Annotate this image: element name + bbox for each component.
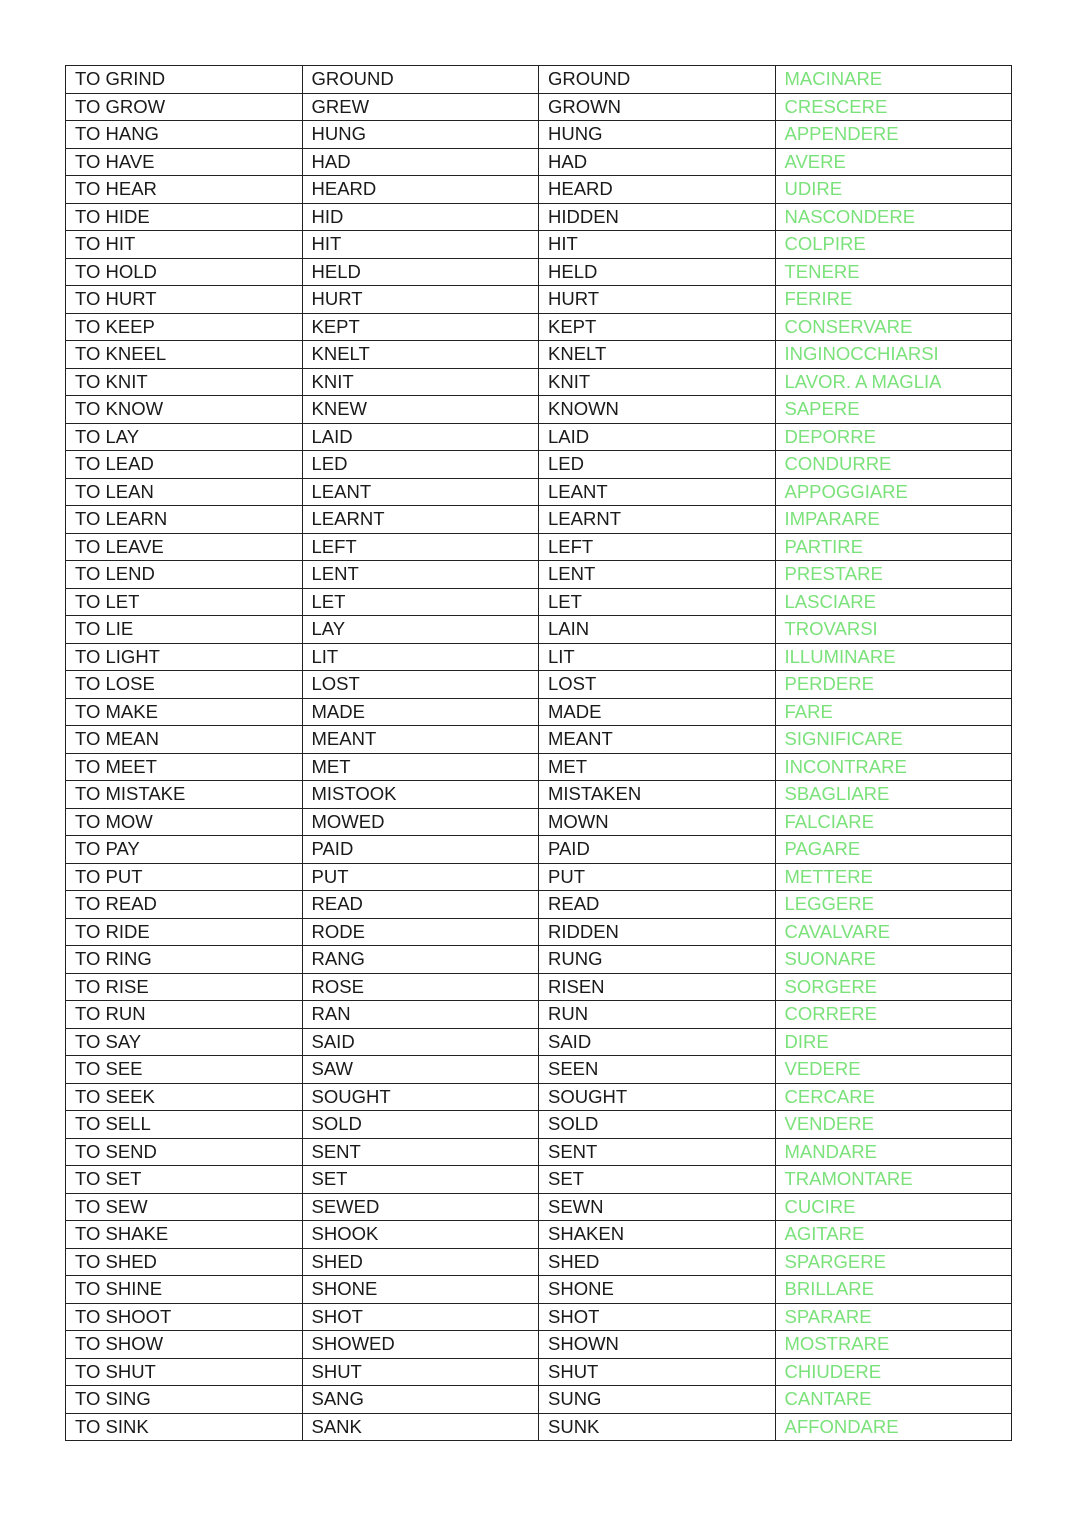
past-participle-cell: SENT xyxy=(539,1138,776,1166)
italian-translation-cell: SBAGLIARE xyxy=(775,781,1012,809)
table-row xyxy=(66,286,1012,314)
base-form-cell: TO GRIND xyxy=(66,66,303,94)
italian-translation-cell: SAPERE xyxy=(775,396,1012,424)
table-row xyxy=(66,203,1012,231)
table-row xyxy=(66,1083,1012,1111)
past-simple-cell: SAID xyxy=(302,1028,539,1056)
base-form-cell: TO KNIT xyxy=(66,368,303,396)
base-form-cell: TO RIDE xyxy=(66,918,303,946)
table-row xyxy=(66,1001,1012,1029)
italian-translation-cell: CUCIRE xyxy=(775,1193,1012,1221)
past-simple-cell: SHUT xyxy=(302,1358,539,1386)
base-form-cell: TO RING xyxy=(66,946,303,974)
base-form-cell: TO SEND xyxy=(66,1138,303,1166)
base-form-cell: TO SAY xyxy=(66,1028,303,1056)
past-participle-cell: MISTAKEN xyxy=(539,781,776,809)
table-row xyxy=(66,478,1012,506)
italian-translation-cell: PARTIRE xyxy=(775,533,1012,561)
past-participle-cell: HURT xyxy=(539,286,776,314)
table-row xyxy=(66,451,1012,479)
base-form-cell: TO MEAN xyxy=(66,726,303,754)
italian-translation-cell: UDIRE xyxy=(775,176,1012,204)
past-participle-cell: SAID xyxy=(539,1028,776,1056)
base-form-cell: TO RISE xyxy=(66,973,303,1001)
table-row xyxy=(66,533,1012,561)
past-simple-cell: MOWED xyxy=(302,808,539,836)
past-simple-cell: LOST xyxy=(302,671,539,699)
base-form-cell: TO HIDE xyxy=(66,203,303,231)
table-row xyxy=(66,698,1012,726)
italian-translation-cell: DIRE xyxy=(775,1028,1012,1056)
table-row xyxy=(66,1331,1012,1359)
italian-translation-cell: BRILLARE xyxy=(775,1276,1012,1304)
base-form-cell: TO GROW xyxy=(66,93,303,121)
past-participle-cell: LAIN xyxy=(539,616,776,644)
past-simple-cell: RODE xyxy=(302,918,539,946)
past-simple-cell: SANK xyxy=(302,1413,539,1441)
table-row xyxy=(66,643,1012,671)
italian-translation-cell: SUONARE xyxy=(775,946,1012,974)
base-form-cell: TO MOW xyxy=(66,808,303,836)
table-row xyxy=(66,341,1012,369)
base-form-cell: TO SHUT xyxy=(66,1358,303,1386)
past-participle-cell: MET xyxy=(539,753,776,781)
italian-translation-cell: FALCIARE xyxy=(775,808,1012,836)
past-simple-cell: SHONE xyxy=(302,1276,539,1304)
italian-translation-cell: TENERE xyxy=(775,258,1012,286)
past-simple-cell: PAID xyxy=(302,836,539,864)
italian-translation-cell: IMPARARE xyxy=(775,506,1012,534)
italian-translation-cell: CRESCERE xyxy=(775,93,1012,121)
past-simple-cell: SANG xyxy=(302,1386,539,1414)
base-form-cell: TO HANG xyxy=(66,121,303,149)
italian-translation-cell: VEDERE xyxy=(775,1056,1012,1084)
table-row xyxy=(66,808,1012,836)
italian-translation-cell: PRESTARE xyxy=(775,561,1012,589)
past-simple-cell: PUT xyxy=(302,863,539,891)
table-row xyxy=(66,891,1012,919)
table-row xyxy=(66,1358,1012,1386)
base-form-cell: TO LOSE xyxy=(66,671,303,699)
past-simple-cell: LENT xyxy=(302,561,539,589)
table-row xyxy=(66,148,1012,176)
table-row xyxy=(66,973,1012,1001)
past-participle-cell: SHAKEN xyxy=(539,1221,776,1249)
italian-translation-cell: CORRERE xyxy=(775,1001,1012,1029)
italian-translation-cell: LEGGERE xyxy=(775,891,1012,919)
italian-translation-cell: TRAMONTARE xyxy=(775,1166,1012,1194)
past-participle-cell: MOWN xyxy=(539,808,776,836)
past-participle-cell: LENT xyxy=(539,561,776,589)
base-form-cell: TO HURT xyxy=(66,286,303,314)
table-row xyxy=(66,1248,1012,1276)
past-simple-cell: SHOT xyxy=(302,1303,539,1331)
table-row xyxy=(66,1386,1012,1414)
past-simple-cell: SEWED xyxy=(302,1193,539,1221)
italian-translation-cell: VENDERE xyxy=(775,1111,1012,1139)
past-participle-cell: SOUGHT xyxy=(539,1083,776,1111)
past-participle-cell: PAID xyxy=(539,836,776,864)
italian-translation-cell: APPOGGIARE xyxy=(775,478,1012,506)
table-row xyxy=(66,863,1012,891)
past-simple-cell: HUNG xyxy=(302,121,539,149)
past-participle-cell: SEEN xyxy=(539,1056,776,1084)
base-form-cell: TO HAVE xyxy=(66,148,303,176)
past-participle-cell: LEARNT xyxy=(539,506,776,534)
table-row xyxy=(66,1166,1012,1194)
base-form-cell: TO LAY xyxy=(66,423,303,451)
base-form-cell: TO LEAVE xyxy=(66,533,303,561)
italian-translation-cell: MACINARE xyxy=(775,66,1012,94)
past-simple-cell: SENT xyxy=(302,1138,539,1166)
italian-translation-cell: MANDARE xyxy=(775,1138,1012,1166)
italian-translation-cell: DEPORRE xyxy=(775,423,1012,451)
table-row xyxy=(66,1028,1012,1056)
italian-translation-cell: LASCIARE xyxy=(775,588,1012,616)
past-simple-cell: MET xyxy=(302,753,539,781)
table-row xyxy=(66,121,1012,149)
past-participle-cell: MEANT xyxy=(539,726,776,754)
past-participle-cell: KNIT xyxy=(539,368,776,396)
past-simple-cell: HEARD xyxy=(302,176,539,204)
base-form-cell: TO SET xyxy=(66,1166,303,1194)
base-form-cell: TO SHED xyxy=(66,1248,303,1276)
italian-translation-cell: SPARGERE xyxy=(775,1248,1012,1276)
base-form-cell: TO LEARN xyxy=(66,506,303,534)
italian-translation-cell: FERIRE xyxy=(775,286,1012,314)
past-participle-cell: MADE xyxy=(539,698,776,726)
base-form-cell: TO SHINE xyxy=(66,1276,303,1304)
table-row xyxy=(66,231,1012,259)
table-row xyxy=(66,946,1012,974)
table-row xyxy=(66,396,1012,424)
past-participle-cell: SUNK xyxy=(539,1413,776,1441)
past-simple-cell: GROUND xyxy=(302,66,539,94)
past-participle-cell: RIDDEN xyxy=(539,918,776,946)
past-simple-cell: LAID xyxy=(302,423,539,451)
table-row xyxy=(66,1056,1012,1084)
base-form-cell: TO LIGHT xyxy=(66,643,303,671)
base-form-cell: TO PUT xyxy=(66,863,303,891)
past-simple-cell: HAD xyxy=(302,148,539,176)
past-simple-cell: KNEW xyxy=(302,396,539,424)
past-participle-cell: KEPT xyxy=(539,313,776,341)
past-simple-cell: MEANT xyxy=(302,726,539,754)
past-participle-cell: LEANT xyxy=(539,478,776,506)
base-form-cell: TO SHAKE xyxy=(66,1221,303,1249)
base-form-cell: TO LEND xyxy=(66,561,303,589)
past-participle-cell: PUT xyxy=(539,863,776,891)
italian-translation-cell: SIGNIFICARE xyxy=(775,726,1012,754)
base-form-cell: TO HOLD xyxy=(66,258,303,286)
past-simple-cell: LIT xyxy=(302,643,539,671)
table-row xyxy=(66,1276,1012,1304)
italian-translation-cell: CANTARE xyxy=(775,1386,1012,1414)
italian-translation-cell: CHIUDERE xyxy=(775,1358,1012,1386)
base-form-cell: TO SEE xyxy=(66,1056,303,1084)
past-participle-cell: LOST xyxy=(539,671,776,699)
base-form-cell: TO MISTAKE xyxy=(66,781,303,809)
past-simple-cell: SHOOK xyxy=(302,1221,539,1249)
italian-translation-cell: MOSTRARE xyxy=(775,1331,1012,1359)
table-row xyxy=(66,781,1012,809)
italian-translation-cell: FARE xyxy=(775,698,1012,726)
italian-translation-cell: ILLUMINARE xyxy=(775,643,1012,671)
base-form-cell: TO SING xyxy=(66,1386,303,1414)
past-participle-cell: RUNG xyxy=(539,946,776,974)
past-participle-cell: RUN xyxy=(539,1001,776,1029)
italian-translation-cell: AVERE xyxy=(775,148,1012,176)
table-row xyxy=(66,1111,1012,1139)
base-form-cell: TO SEW xyxy=(66,1193,303,1221)
past-simple-cell: MISTOOK xyxy=(302,781,539,809)
base-form-cell: TO HIT xyxy=(66,231,303,259)
table-row xyxy=(66,176,1012,204)
italian-translation-cell: APPENDERE xyxy=(775,121,1012,149)
past-simple-cell: HIT xyxy=(302,231,539,259)
past-simple-cell: SHOWED xyxy=(302,1331,539,1359)
past-participle-cell: SUNG xyxy=(539,1386,776,1414)
past-participle-cell: READ xyxy=(539,891,776,919)
table-row xyxy=(66,918,1012,946)
base-form-cell: TO MAKE xyxy=(66,698,303,726)
past-participle-cell: HIT xyxy=(539,231,776,259)
past-simple-cell: LED xyxy=(302,451,539,479)
past-participle-cell: HELD xyxy=(539,258,776,286)
past-simple-cell: LAY xyxy=(302,616,539,644)
base-form-cell: TO PAY xyxy=(66,836,303,864)
table-row xyxy=(66,258,1012,286)
past-simple-cell: HID xyxy=(302,203,539,231)
past-simple-cell: MADE xyxy=(302,698,539,726)
past-participle-cell: HEARD xyxy=(539,176,776,204)
base-form-cell: TO MEET xyxy=(66,753,303,781)
past-participle-cell: KNELT xyxy=(539,341,776,369)
italian-translation-cell: SORGERE xyxy=(775,973,1012,1001)
table-row xyxy=(66,561,1012,589)
past-simple-cell: LET xyxy=(302,588,539,616)
past-participle-cell: KNOWN xyxy=(539,396,776,424)
past-simple-cell: HELD xyxy=(302,258,539,286)
italian-translation-cell: INCONTRARE xyxy=(775,753,1012,781)
base-form-cell: TO READ xyxy=(66,891,303,919)
past-simple-cell: KEPT xyxy=(302,313,539,341)
past-participle-cell: LET xyxy=(539,588,776,616)
past-simple-cell: LEARNT xyxy=(302,506,539,534)
past-simple-cell: GREW xyxy=(302,93,539,121)
past-simple-cell: ROSE xyxy=(302,973,539,1001)
past-participle-cell: SOLD xyxy=(539,1111,776,1139)
table-row xyxy=(66,1303,1012,1331)
base-form-cell: TO LEAN xyxy=(66,478,303,506)
past-simple-cell: LEANT xyxy=(302,478,539,506)
table-row xyxy=(66,616,1012,644)
past-participle-cell: HIDDEN xyxy=(539,203,776,231)
past-participle-cell: SHOT xyxy=(539,1303,776,1331)
past-participle-cell: RISEN xyxy=(539,973,776,1001)
past-participle-cell: SET xyxy=(539,1166,776,1194)
past-participle-cell: LIT xyxy=(539,643,776,671)
italian-translation-cell: AGITARE xyxy=(775,1221,1012,1249)
past-participle-cell: GROUND xyxy=(539,66,776,94)
past-participle-cell: LAID xyxy=(539,423,776,451)
italian-translation-cell: LAVOR. A MAGLIA xyxy=(775,368,1012,396)
italian-translation-cell: PAGARE xyxy=(775,836,1012,864)
base-form-cell: TO SINK xyxy=(66,1413,303,1441)
table-row xyxy=(66,66,1012,94)
past-simple-cell: SOLD xyxy=(302,1111,539,1139)
past-participle-cell: SHOWN xyxy=(539,1331,776,1359)
past-simple-cell: SHED xyxy=(302,1248,539,1276)
past-participle-cell: HAD xyxy=(539,148,776,176)
italian-translation-cell: CAVALVARE xyxy=(775,918,1012,946)
table-row xyxy=(66,1138,1012,1166)
table-row xyxy=(66,93,1012,121)
table-row xyxy=(66,836,1012,864)
table-row xyxy=(66,506,1012,534)
past-participle-cell: SEWN xyxy=(539,1193,776,1221)
italian-translation-cell: TROVARSI xyxy=(775,616,1012,644)
base-form-cell: TO SHOW xyxy=(66,1331,303,1359)
italian-translation-cell: CONDURRE xyxy=(775,451,1012,479)
base-form-cell: TO LEAD xyxy=(66,451,303,479)
table-row xyxy=(66,313,1012,341)
past-simple-cell: KNELT xyxy=(302,341,539,369)
italian-translation-cell: CONSERVARE xyxy=(775,313,1012,341)
past-participle-cell: LED xyxy=(539,451,776,479)
table-row xyxy=(66,753,1012,781)
past-simple-cell: HURT xyxy=(302,286,539,314)
base-form-cell: TO LIE xyxy=(66,616,303,644)
italian-translation-cell: PERDERE xyxy=(775,671,1012,699)
base-form-cell: TO KEEP xyxy=(66,313,303,341)
past-simple-cell: KNIT xyxy=(302,368,539,396)
table-row xyxy=(66,671,1012,699)
irregular-verbs-table xyxy=(65,65,1012,1441)
base-form-cell: TO SHOOT xyxy=(66,1303,303,1331)
table-row xyxy=(66,423,1012,451)
base-form-cell: TO HEAR xyxy=(66,176,303,204)
base-form-cell: TO SELL xyxy=(66,1111,303,1139)
italian-translation-cell: SPARARE xyxy=(775,1303,1012,1331)
italian-translation-cell: METTERE xyxy=(775,863,1012,891)
past-simple-cell: RANG xyxy=(302,946,539,974)
past-simple-cell: LEFT xyxy=(302,533,539,561)
past-participle-cell: HUNG xyxy=(539,121,776,149)
base-form-cell: TO LET xyxy=(66,588,303,616)
verb-table-body xyxy=(66,66,1012,1441)
italian-translation-cell: INGINOCCHIARSI xyxy=(775,341,1012,369)
base-form-cell: TO SEEK xyxy=(66,1083,303,1111)
base-form-cell: TO RUN xyxy=(66,1001,303,1029)
table-row xyxy=(66,1221,1012,1249)
table-row xyxy=(66,588,1012,616)
past-simple-cell: SAW xyxy=(302,1056,539,1084)
past-simple-cell: SOUGHT xyxy=(302,1083,539,1111)
italian-translation-cell: NASCONDERE xyxy=(775,203,1012,231)
past-participle-cell: LEFT xyxy=(539,533,776,561)
past-participle-cell: SHUT xyxy=(539,1358,776,1386)
past-simple-cell: SET xyxy=(302,1166,539,1194)
past-participle-cell: SHONE xyxy=(539,1276,776,1304)
past-participle-cell: GROWN xyxy=(539,93,776,121)
table-row xyxy=(66,1193,1012,1221)
italian-translation-cell: CERCARE xyxy=(775,1083,1012,1111)
base-form-cell: TO KNEEL xyxy=(66,341,303,369)
past-participle-cell: SHED xyxy=(539,1248,776,1276)
base-form-cell: TO KNOW xyxy=(66,396,303,424)
past-simple-cell: RAN xyxy=(302,1001,539,1029)
italian-translation-cell: COLPIRE xyxy=(775,231,1012,259)
table-row xyxy=(66,368,1012,396)
table-row xyxy=(66,726,1012,754)
table-row xyxy=(66,1413,1012,1441)
past-simple-cell: READ xyxy=(302,891,539,919)
italian-translation-cell: AFFONDARE xyxy=(775,1413,1012,1441)
